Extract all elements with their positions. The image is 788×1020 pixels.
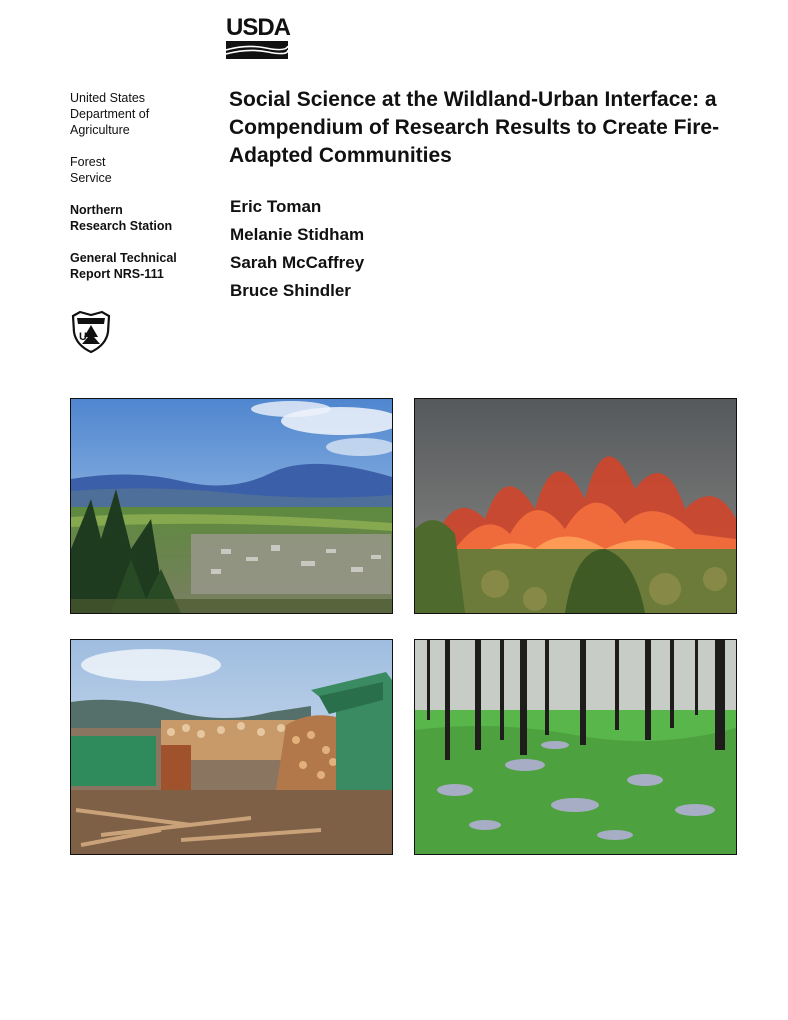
report-title: Social Science at the Wildland-Urban Interface: a Compendium of Research Results to Create Fire-Adapted Communities <box>229 88 720 167</box>
usda-logo <box>226 16 290 60</box>
usda-logo-text: USDA <box>226 14 291 41</box>
agency-name: United States Department of Agriculture <box>70 91 150 137</box>
usda-hills-icon <box>226 41 288 59</box>
shield-text: US <box>79 331 95 343</box>
report-number: General Technical Report NRS-111 <box>70 251 177 281</box>
burned-forest-regrowth-photo <box>414 639 737 855</box>
agency-sidebar <box>70 90 220 298</box>
author-name: Melanie Stidham <box>230 225 365 244</box>
author-name: Eric Toman <box>230 197 322 216</box>
station-name: Northern Research Station <box>70 203 173 233</box>
author-name: Bruce Shindler <box>230 281 351 300</box>
author-list <box>230 193 364 305</box>
valley-town-photo <box>70 398 393 614</box>
service-name: Forest Service <box>70 155 112 185</box>
lumber-yard-photo <box>70 639 393 855</box>
wildfire-photo <box>414 398 737 614</box>
forest-service-shield-icon <box>70 310 112 354</box>
author-name: Sarah McCaffrey <box>230 253 365 272</box>
